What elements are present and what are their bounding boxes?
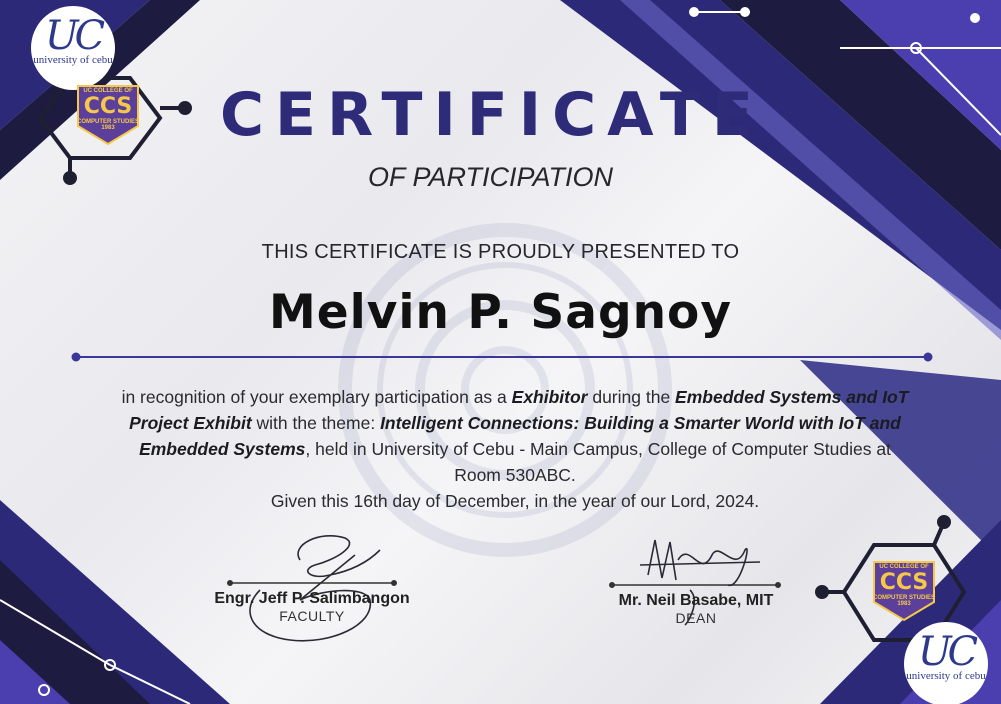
ccs-sub-text: COMPUTER STUDIES xyxy=(872,595,935,601)
body-text-2: during the xyxy=(587,387,676,407)
signature-lines xyxy=(228,581,781,588)
signatory-name: Engr. Jeff P. Salimbangon xyxy=(214,590,410,607)
given-date-text: Given this 16th day of December, in the year of our Lord, 2024. xyxy=(270,491,760,511)
uc-logo-mark: UC xyxy=(44,13,102,59)
ccs-mark: CCS xyxy=(83,94,133,119)
name-separator xyxy=(72,353,932,361)
uc-logo-top xyxy=(31,6,115,90)
body-theme: Intelligent Connections: Building a Smarter World with IoT and Embedded Systems xyxy=(139,413,901,459)
certificate-title: CERTIFICATE xyxy=(220,80,764,150)
ccs-top-text: UC COLLEGE OF xyxy=(879,564,929,570)
ccs-year: 1983 xyxy=(897,601,911,607)
uc-logo-mark: UC xyxy=(917,629,975,675)
uc-logo-text: university of cebu xyxy=(33,54,113,66)
ccs-year: 1983 xyxy=(101,125,115,131)
uc-logo-text: university of cebu xyxy=(906,670,986,682)
signatory-role: FACULTY xyxy=(279,608,345,624)
body-role: Exhibitor xyxy=(511,387,588,407)
signatory-role: DEAN xyxy=(675,610,717,626)
signature-scribble-faculty xyxy=(250,536,380,641)
ccs-sub-text: COMPUTER STUDIES xyxy=(76,119,139,125)
signatory-faculty xyxy=(192,590,432,624)
ccs-top-text: UC COLLEGE OF xyxy=(83,88,133,94)
body-text-3: with the theme: xyxy=(251,413,381,433)
signatory-name: Mr. Neil Basabe, MIT xyxy=(618,592,774,609)
uc-logo-bottom xyxy=(904,622,988,704)
ccs-badge-top xyxy=(72,82,144,148)
presented-to-text: THIS CERTIFICATE IS PROUDLY PRESENTED TO xyxy=(261,241,740,263)
ccs-badge-bottom xyxy=(868,558,940,624)
certificate-subtitle: OF PARTICIPATION xyxy=(368,162,614,192)
body-text-4: , held in University of Cebu - Main Campus, College of Computer Studies at Room 530ABC. xyxy=(305,439,891,485)
signatory-dean xyxy=(576,592,816,626)
body-text-1: in recognition of your exemplary participation as a xyxy=(121,387,512,407)
recognition-paragraph xyxy=(120,384,910,514)
recipient-name: Melvin P. Sagnoy xyxy=(269,285,732,340)
ccs-mark: CCS xyxy=(879,570,929,595)
body-event: Embedded Systems and IoT Project Exhibit xyxy=(129,387,909,433)
